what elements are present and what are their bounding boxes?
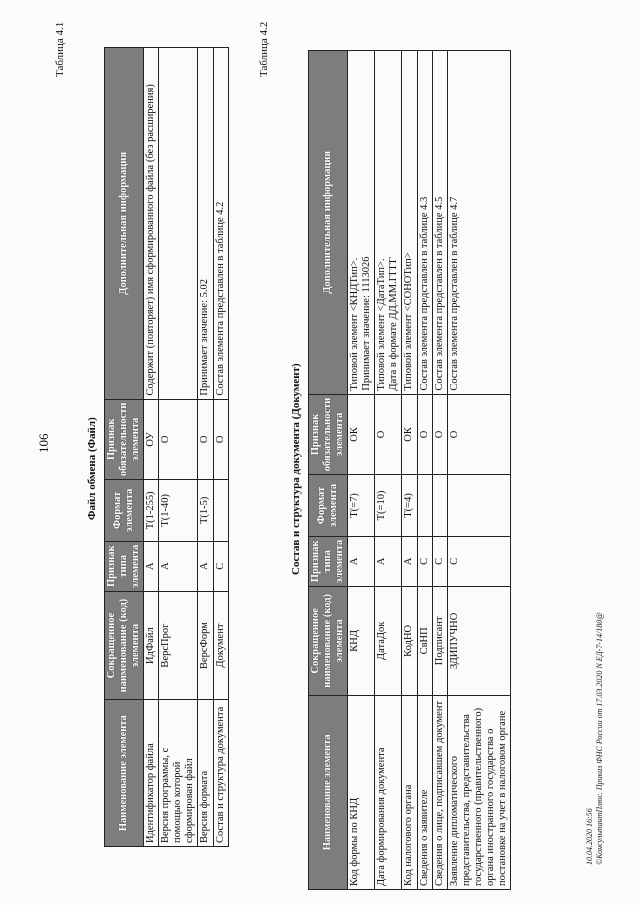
- table1-cell: А: [144, 541, 159, 591]
- table1-header-cell: Сокращенное наименование (код) элемента: [105, 591, 144, 699]
- table1-header-row: [105, 48, 144, 847]
- table2-cell: [447, 475, 510, 537]
- table2-row: [417, 51, 432, 890]
- table2-row: [447, 51, 510, 890]
- table2-cell: Дата формирования документа: [375, 695, 402, 889]
- table1-cell: Версия программы, с помощью которой сформирован файл: [159, 700, 198, 847]
- table2-cell: Заявление дипломатического представительства, представительства государственного (правительственного) органа иностранного государства о постановке на учет в налоговом органе: [447, 695, 510, 889]
- table1-header-cell: Признак обязательности элемента: [105, 399, 144, 480]
- table2-label: Таблица 4.2: [258, 21, 270, 77]
- table1-label: Таблица 4.1: [54, 21, 66, 77]
- table1-header-cell: Признак типа элемента: [105, 541, 144, 591]
- table1-cell: А: [159, 541, 198, 591]
- table1-cell: О: [213, 399, 228, 480]
- table1-cell: ИдФайл: [144, 591, 159, 699]
- table2-cell: [417, 475, 432, 537]
- table2-header-cell: Дополнительная информация: [309, 51, 348, 395]
- table1-cell: Документ: [213, 591, 228, 699]
- table2-cell: Состав элемента представлен в таблице 4.3: [417, 51, 432, 395]
- table1-row: [198, 48, 213, 847]
- table2-cell: [432, 475, 447, 537]
- table1-header-cell: Формат элемента: [105, 480, 144, 541]
- table2-title: Состав и структура документа (Документ): [290, 363, 302, 575]
- table1-header-cell: Наименование элемента: [105, 700, 144, 847]
- table1-cell: О: [159, 399, 198, 480]
- table1-cell: Т(1-40): [159, 480, 198, 541]
- table1-cell: О: [198, 399, 213, 480]
- table2-cell: Т(=10): [375, 475, 402, 537]
- page-number: 106: [36, 433, 51, 453]
- table1-cell: ВерсПрог: [159, 591, 198, 699]
- table2-header-cell: Сокращенное наименование (код) элемента: [309, 587, 348, 696]
- table1-cell: А: [198, 541, 213, 591]
- table2-cell: О: [432, 394, 447, 475]
- table2-cell: КНД: [348, 587, 375, 696]
- table2-cell: О: [417, 394, 432, 475]
- table1-cell: Идентификатор файла: [144, 700, 159, 847]
- table1-title: Файл обмена (Файл): [86, 417, 98, 520]
- table2-cell: СвНП: [417, 587, 432, 696]
- table2-cell: А: [375, 536, 402, 586]
- table1: [104, 47, 229, 847]
- table2-cell: Типовой элемент <КНДТип>. Принимает значение: 1113026: [348, 51, 375, 395]
- table2-header-cell: Наименование элемента: [309, 695, 348, 889]
- table1-cell: Состав и структура документа: [213, 700, 228, 847]
- table2: [308, 50, 511, 890]
- table2-cell: Состав элемента представлен в таблице 4.5: [432, 51, 447, 395]
- table1-cell: Т(1-255): [144, 480, 159, 541]
- table2-cell: КодНО: [402, 587, 417, 696]
- table1-cell: Состав элемента представлен в таблице 4.2: [213, 48, 228, 400]
- table2-header-row: [309, 51, 348, 890]
- footer-source: ©КонсультантПлюс. Приказ ФНС России от 17.03.2020 N ЕД-7-14/180@: [594, 612, 604, 865]
- table1-row: [144, 48, 159, 847]
- table2-cell: Типовой элемент <ДатаТип>. Дата в формате ДД.ММ.ГГГГ: [375, 51, 402, 395]
- table2-header-cell: Признак обязательности элемента: [309, 394, 348, 475]
- table1-cell: С: [213, 541, 228, 591]
- footer-date: 10.04.2020 16:56: [585, 808, 594, 865]
- table2-row: [375, 51, 402, 890]
- footer-stamp: [585, 612, 604, 865]
- table1-cell: [159, 48, 198, 400]
- table1-cell: Принимает значение: 5.02: [198, 48, 213, 400]
- table1-cell: Т(1-5): [198, 480, 213, 541]
- table1-header-cell: Дополнительная информация: [105, 48, 144, 400]
- table2-cell: ДатаДок: [375, 587, 402, 696]
- table2-row: [348, 51, 375, 890]
- table2-cell: С: [432, 536, 447, 586]
- table2-cell: С: [447, 536, 510, 586]
- table2-header-cell: Признак типа элемента: [309, 536, 348, 586]
- table1-cell: Версия формата: [198, 700, 213, 847]
- table1-cell: Содержит (повторяет) имя сформированного файла (без расширения): [144, 48, 159, 400]
- table2-cell: Состав элемента представлен в таблице 4.7: [447, 51, 510, 395]
- table2-row: [402, 51, 417, 890]
- table2-cell: О: [375, 394, 402, 475]
- table2-cell: ОК: [348, 394, 375, 475]
- table2-cell: Сведения о лице, подписавшем документ: [432, 695, 447, 889]
- table2-cell: Т(=7): [348, 475, 375, 537]
- table2-cell: А: [348, 536, 375, 586]
- table2-cell: Сведения о заявителе: [417, 695, 432, 889]
- table1-cell: ВерсФорм: [198, 591, 213, 699]
- table2-header-cell: Формат элемента: [309, 475, 348, 537]
- table2-cell: А: [402, 536, 417, 586]
- table2-cell: ОК: [402, 394, 417, 475]
- table1-row: [213, 48, 228, 847]
- table1-cell: ОУ: [144, 399, 159, 480]
- table2-cell: Типовой элемент <СОНОТип>: [402, 51, 417, 395]
- table2-cell: Т(=4): [402, 475, 417, 537]
- table2-cell: Подписант: [432, 587, 447, 696]
- table2-cell: Код формы по КНД: [348, 695, 375, 889]
- table2-row: [432, 51, 447, 890]
- table2-cell: С: [417, 536, 432, 586]
- table2-cell: Код налогового органа: [402, 695, 417, 889]
- table1-cell: [213, 480, 228, 541]
- table2-cell: ЗДИПУЧНО: [447, 587, 510, 696]
- table1-row: [159, 48, 198, 847]
- table2-cell: О: [447, 394, 510, 475]
